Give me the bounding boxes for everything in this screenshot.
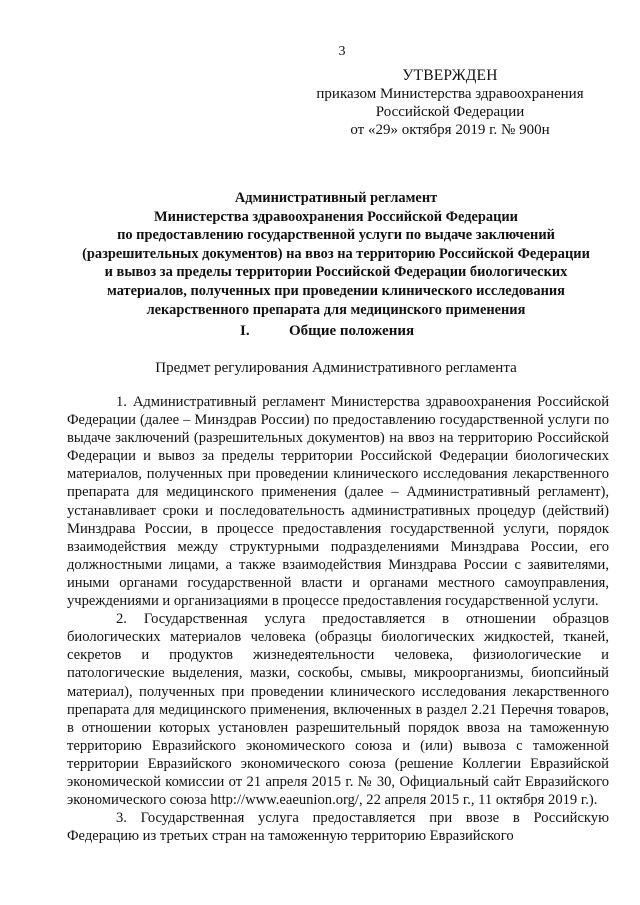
regulation-title-line: по предоставлению государственной услуги по выдаче заключений (117, 227, 555, 244)
regulation-title-line: лекарственного препарата для медицинского применения (146, 301, 526, 318)
approved-label: УТВЕРЖДЕН (402, 67, 498, 84)
approval-order-line: приказом Министерства здравоохранения (316, 86, 584, 102)
approval-date-line: от «29» октября 2019 г. № 900н (350, 122, 550, 138)
regulation-title-line: и вывоз за пределы территории Российской Федерации биологических (104, 264, 568, 281)
regulation-title-line: Министерства здравоохранения Российской Федерации (154, 208, 518, 225)
paragraph-1: 1. Административный регламент Министерства здравоохранения Российской Федерации (далее – Минздрав России) по предоставлению государственной услуги по выдаче заключений (разрешительных документов) на ввоз на территорию Российской Федерации и вывоз за пределы территории Российской Федерации биологических материалов, полученных при проведении клинического исследования лекарственного препарата для медицинского применения (далее – Административный регламент), устанавливает сроки и последовательность административных процедур (действий) Минздрава России, в процессе предоставления государственной услуги, порядок взаимодействия между структурными подразделениями Минздрава России, его должностными лицами, а также взаимодействия Минздрава России с заявителями, иными органами государственной власти и органами местного самоуправления, учреждениями и организациями в процессе предоставления государственной услуги. (67, 394, 609, 610)
subject-heading: Предмет регулирования Административного регламента (155, 360, 517, 376)
regulation-title-line: (разрешительных документов) на ввоз на территорию Российской Федерации (82, 245, 590, 262)
approval-stamp (290, 67, 610, 139)
section-number: I. (240, 323, 250, 339)
page-number: 3 (338, 44, 346, 59)
paragraph-2: 2. Государственная услуга предоставляется в отношении образцов биологических материалов человека (образцы биологических жидкостей, тканей, секретов и продуктов жизнедеятельности человека, физиологические и патологические выделения, мазки, соскобы, смывы, микроорганизмы, биопсийный материал), полученных при проведении клинического исследования лекарственного препарата для медицинского применения, включенных в раздел 2.21 Перечня товаров, в отношении которых установлен разрешительный порядок ввоза на таможенную территорию Евразийского экономического союза и (или) вывоза с таможенной территории Евразийского экономического союза (решение Коллегии Евразийской экономической комиссии от 21 апреля 2015 г. № 30, Официальный сайт Евразийского экономического союза http://www.eaeunion.org/, 22 апреля 2015 г., 11 октября 2019 г.). (67, 611, 609, 809)
paragraph-3: 3. Государственная услуга предоставляется при ввозе в Российскую Федерацию из третьих стран на таможенную территорию Евразийского (67, 810, 609, 845)
document-body (67, 393, 609, 845)
regulation-title-line: материалов, полученных при проведении клинического исследования (107, 282, 565, 299)
regulation-title (66, 189, 606, 319)
section-title: Общие положения (289, 323, 415, 339)
regulation-title-line: Административный регламент (234, 190, 438, 206)
approval-country-line: Российской Федерации (375, 104, 525, 120)
